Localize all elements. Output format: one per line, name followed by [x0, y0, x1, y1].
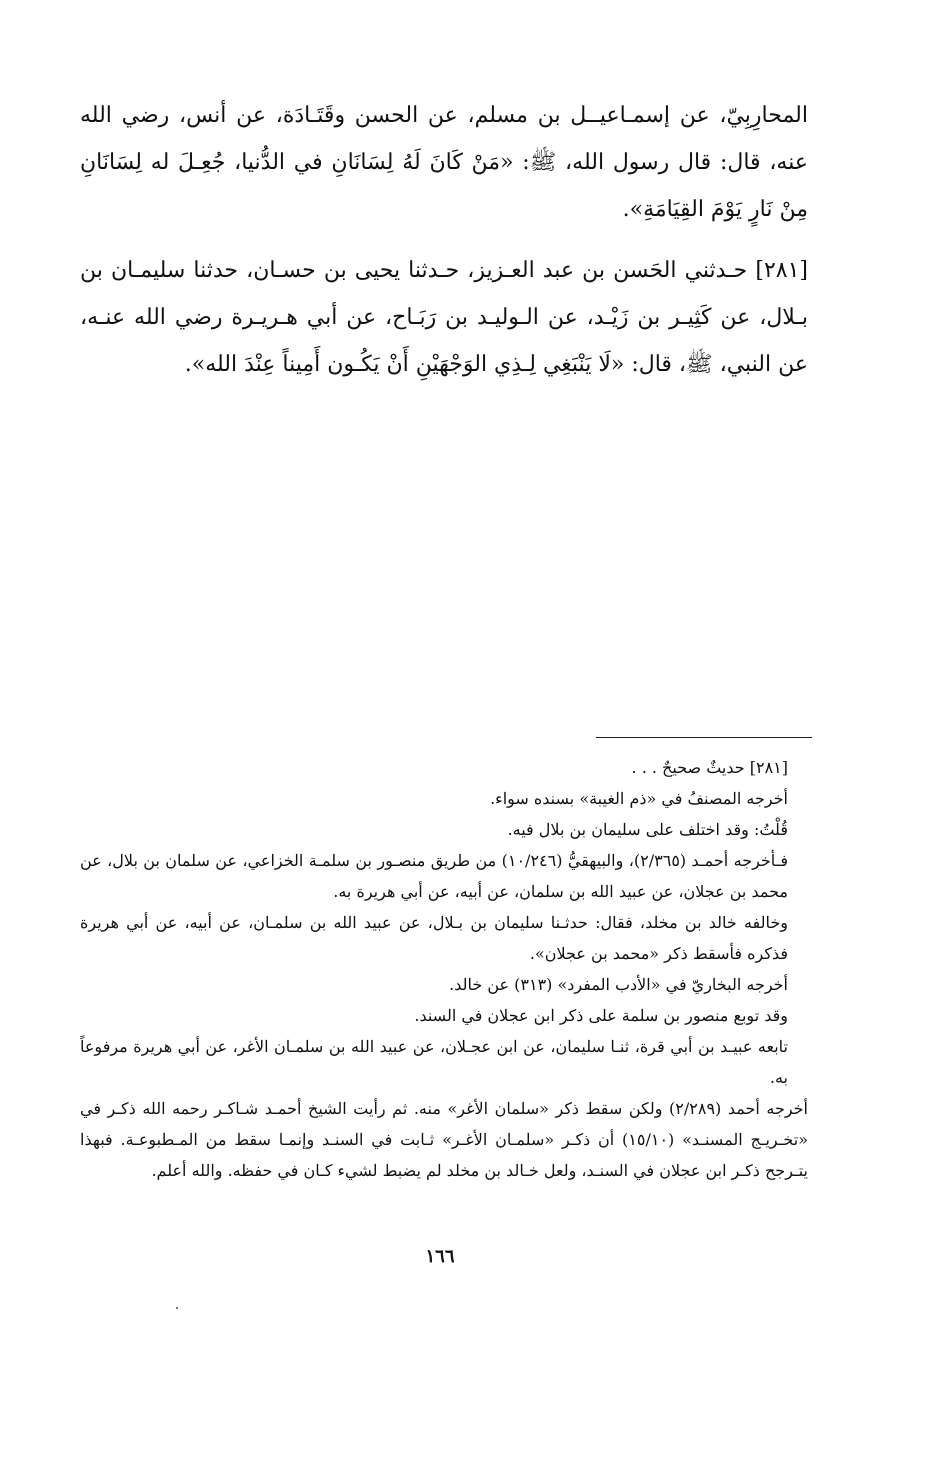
footnote-line: قُلْتُ: وقد اختلف على سليمان بن بلال فيه.	[507, 820, 788, 839]
footnote-line: أخرجه البخاريّ في «الأدب المفرد» (٣١٣) عن خالد.	[449, 975, 788, 994]
footnote-line: تابعه عبيـد بن أبي قرة، ثنـا سليمان، عن ابن عجـلان، عن عبيد الله بن سلمـان الأغر، عن أبي هريرة مرفوعاً به.	[80, 1037, 788, 1087]
scan-speck	[176, 1307, 178, 1309]
footnote-line: أخرجه أحمد (٢/٢٨٩) ولكن سقط ذكر «سلمان الأغر» منه. ثم رأيت الشيخ أحمـد شـاكـر رحمه الله ذكـر في «تخـريـج المسنـد» (١٥/١٠) أن ذكـر «سلمـان الأغـر» ثـابت في السنـد وإنمـا سقط من المـطبوعـة. فبهذا يتـرجح ذكـر ابن عجلان في السنـد، ولعل خـالد بن مخلد لم يضبط لشيء كـان في حفظه. والله أعلم.	[80, 1099, 809, 1180]
footnotes	[80, 752, 808, 1186]
footnote-separator	[596, 737, 812, 738]
page-number: ١٦٦	[425, 1246, 455, 1267]
main-text	[80, 92, 808, 388]
footnote-line: وخالفه خالد بن مخلد، فقال: حدثـنا سليمان بن بـلال، عن عبيد الله بن سلمـان، عن أبيه، عن أبي هريرة فذكره فأسقط ذكر «محمد بن عجلان».	[80, 913, 789, 963]
footnote-line: وقد توبع منصور بن سلمة على ذكر ابن عجلان في السند.	[414, 1006, 788, 1025]
footnote-line: فـأخرجه أحمـد (٢/٣٦٥)، والبيهقيُّ (١٠/٢٤٦) من طريق منصـور بن سلمـة الخزاعي، عن سلمان بن بلال، عن محمد بن عجلان، عن عبيد الله بن سلمان، عن أبيه، عن أبي هريرة به.	[80, 851, 789, 901]
footnote-line: [٢٨١] حديثٌ صحيحٌ . . .	[631, 758, 788, 777]
main-paragraph-continuation: المحارِبِيّ، عن إسمـاعيــل بن مسلم، عن الحسن وقَتَـادَة، عن أنس، رضي الله عنه، قال: قال رسول الله، ﷺ: «مَنْ كَانَ لَهُ لِسَانَانِ في الدُّنيا، جُعِـلَ له لِسَانَانِ مِنْ نَارٍ يَوْمَ القِيَامَةِ».	[80, 103, 808, 222]
footnote-line: أخرجه المصنفُ في «ذم الغيبة» بسنده سواء.	[490, 789, 788, 808]
main-paragraph-hadith-281: [٢٨١] حـدثني الحَسن بن عبد العـزيز، حـدثنا يحيى بن حسـان، حدثنا سليمـان بن بـلال، عن كَثِيـر بن زَيْـد، عن الـوليـد بن رَبَـاح، عن أبي هـريـرة رضي الله عنـه، عن النبي، ﷺ، قال: «لَا يَنْبَغِي لِـذِي الوَجْهَيْنِ أَنْ يَكُـون أَمِيناً عِنْدَ الله».	[80, 258, 808, 377]
